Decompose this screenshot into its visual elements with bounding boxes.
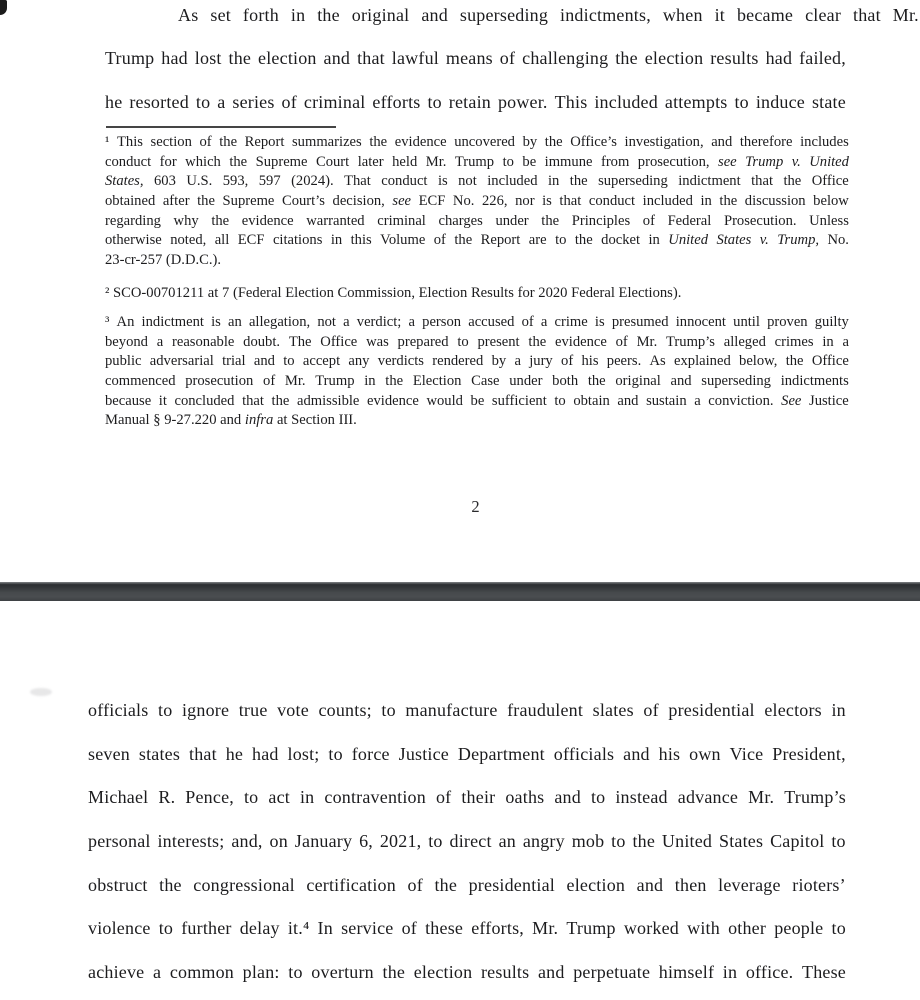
body-line: As set forth in the original and superseding indictments, when it became clear that Mr. [178, 5, 919, 25]
footnote-line: otherwise noted, all ECF citations in this Volume of the Report are to the docket in United States v. Trump, No. [105, 232, 849, 249]
footnote-line: beyond a reasonable doubt. The Office was prepared to present the evidence of Mr. Trump’s alleged crimes in a [105, 333, 849, 350]
footnote-2 [105, 284, 849, 304]
footnote-line: ³ An indictment is an allegation, not a verdict; a person accused of a crime is presumed innocent until proven guilty [105, 314, 849, 330]
footnote-line: ¹ This section of the Report summarizes the evidence uncovered by the Office’s investigation, and therefore includes [105, 134, 849, 150]
footnote-3 [105, 313, 849, 431]
body-line: Michael R. Pence, to act in contravention of their oaths and to instead advance Mr. Trump’s [88, 787, 846, 807]
body-line: obstruct the congressional certification of the presidential election and then leverage rioters’ [88, 875, 846, 895]
body-line: officials to ignore true vote counts; to manufacture fraudulent slates of presidential electors in [88, 700, 846, 720]
footnote-line: commenced prosecution of Mr. Trump in the Election Case under both the original and superseding indictments [105, 373, 849, 390]
footnote-line: States, 603 U.S. 593, 597 (2024). That conduct is not included in the superseding indictment that the Office [105, 173, 849, 190]
footnote-line: obtained after the Supreme Court’s decision, see ECF No. 226, nor is that conduct included in the discussion below [105, 193, 849, 210]
scan-smudge [30, 688, 52, 696]
footnote-line: ² SCO-00701211 at 7 (Federal Election Commission, Election Results for 2020 Federal Elections). [105, 285, 682, 301]
footnote-line: 23-cr-257 (D.D.C.). [105, 252, 222, 269]
body-line: he resorted to a series of criminal efforts to retain power. This included attempts to induce state [105, 92, 846, 112]
scan-artifact [0, 0, 7, 15]
footnote-separator [106, 126, 336, 128]
body-line: Trump had lost the election and that lawful means of challenging the election results had failed, [105, 48, 846, 68]
body-line: seven states that he had lost; to force Justice Department officials and his own Vice President, [88, 744, 846, 764]
footnote-line: regarding why the evidence warranted criminal charges under the Principles of Federal Prosecution. Unless [105, 212, 849, 229]
body-line: violence to further delay it.⁴ In service of these efforts, Mr. Trump worked with other people to [88, 918, 846, 938]
footnote-line: because it concluded that the admissible evidence would be sufficient to obtain and sustain a conviction. See Justice [105, 392, 849, 409]
footnote-line: Manual § 9-27.220 and infra at Section III. [105, 412, 357, 429]
page-number: 2 [471, 497, 480, 516]
footnote-1 [105, 133, 849, 271]
page-separator-band [0, 582, 920, 601]
footnote-line: public adversarial trial and to accept any verdicts rendered by a jury of his peers. As explained below, the Office [105, 353, 849, 370]
body-line: personal interests; and, on January 6, 2021, to direct an angry mob to the United States Capitol to [88, 831, 846, 851]
footnote-line: conduct for which the Supreme Court later held Mr. Trump to be immune from prosecution, see Trump v. United [105, 153, 849, 170]
body-line: achieve a common plan: to overturn the election results and perpetuate himself in office. These [88, 962, 846, 982]
